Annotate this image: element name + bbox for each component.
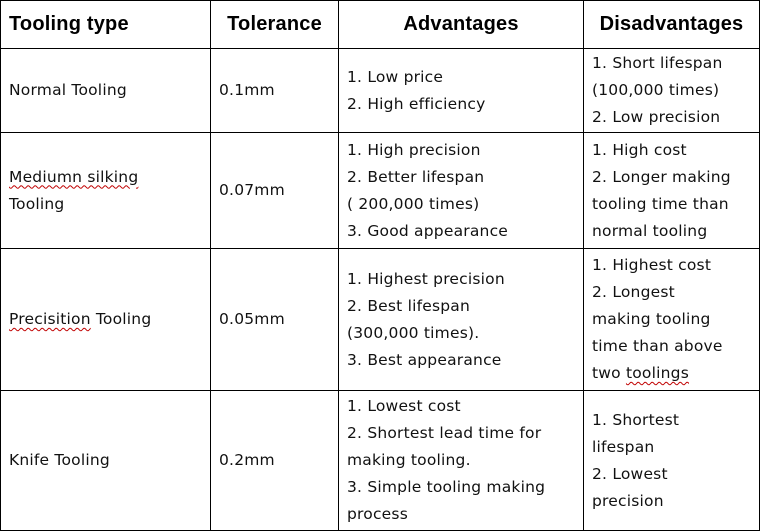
disadvantage-line: lifespan (592, 437, 655, 456)
cell-disadvantages (584, 249, 760, 391)
tooling-type-line (9, 77, 202, 104)
cell-tolerance: 0.05mm (211, 249, 339, 391)
cell-disadvantages (584, 133, 760, 249)
text-segment: Tooling (90, 310, 152, 328)
table-row (1, 133, 760, 249)
cell-tolerance: 0.07mm (211, 133, 339, 249)
advantage-line: 1. Lowest cost (347, 397, 461, 415)
disadvantage-line: 1. Short lifespan (592, 54, 723, 72)
disadvantage-line: 2. Longer making (592, 167, 731, 186)
tooling-type-line (9, 447, 202, 474)
advantage-line: 2. High efficiency (347, 94, 486, 113)
table-body (1, 49, 760, 531)
cell-tooling-type (1, 391, 211, 531)
cell-disadvantages (584, 391, 760, 531)
advantage-line: 3. Best appearance (347, 350, 502, 369)
table-row (1, 249, 760, 391)
advantage-line: making tooling. (347, 451, 471, 469)
disadvantage-line: 2. Lowest (592, 464, 668, 483)
disadvantage-line: making tooling (592, 310, 711, 328)
spellcheck-word: Precisition (9, 310, 91, 328)
spellcheck-word: Mediumn silking (9, 167, 139, 186)
tooling-type-line (9, 164, 202, 191)
header-tooling-type: Tooling type (1, 1, 211, 49)
cell-tooling-type (1, 133, 211, 249)
advantage-line: 3. Simple tooling making (347, 478, 546, 496)
disadvantage-line: 2. Longest (592, 283, 675, 301)
disadvantage-line: 1. Shortest (592, 410, 680, 429)
cell-tolerance: 0.1mm (211, 49, 339, 133)
text-segment: Normal Tooling (9, 81, 127, 99)
tooling-type-line (9, 191, 202, 218)
advantage-line: 3. Good appearance (347, 221, 509, 240)
advantage-line: 2. Best lifespan (347, 296, 471, 315)
disadvantage-line: time than above (592, 337, 723, 355)
table-row (1, 391, 760, 531)
cell-tooling-type (1, 49, 211, 133)
advantage-line: ( 200,000 times) (347, 194, 480, 213)
text-segment: Knife Tooling (9, 451, 110, 469)
disadvantage-line: 1. High cost (592, 140, 687, 159)
cell-advantages (339, 49, 584, 133)
disadvantage-line: precision (592, 491, 664, 510)
header-row (1, 1, 760, 49)
advantage-line: 2. Better lifespan (347, 167, 485, 186)
advantage-line: 1. Highest precision (347, 269, 505, 288)
disadvantage-line: (100,000 times) (592, 81, 720, 99)
cell-tooling-type (1, 249, 211, 391)
advantage-line: 1. Low price (347, 67, 444, 86)
disadvantage-line: tooling time than (592, 194, 729, 213)
advantage-line: process (347, 505, 408, 523)
tooling-type-line (9, 306, 202, 333)
cell-advantages (339, 249, 584, 391)
table-row (1, 49, 760, 133)
disadvantage-line: 2. Low precision (592, 108, 721, 126)
header-disadvantages: Disadvantages (584, 1, 760, 49)
text-segment: Tooling (9, 194, 65, 213)
disadvantage-line: normal tooling (592, 221, 708, 240)
cell-tolerance: 0.2mm (211, 391, 339, 531)
advantage-line: 1. High precision (347, 140, 481, 159)
disadvantage-line (592, 360, 751, 387)
cell-disadvantages (584, 49, 760, 133)
advantage-line: 2. Shortest lead time for (347, 424, 542, 442)
disadvantage-line: 1. Highest cost (592, 256, 712, 274)
cell-advantages (339, 391, 584, 531)
advantage-line: (300,000 times). (347, 323, 480, 342)
spellcheck-word: toolings (625, 364, 689, 382)
header-tolerance: Tolerance (211, 1, 339, 49)
cell-advantages (339, 133, 584, 249)
text-segment: two (592, 364, 626, 382)
header-advantages: Advantages (339, 1, 584, 49)
